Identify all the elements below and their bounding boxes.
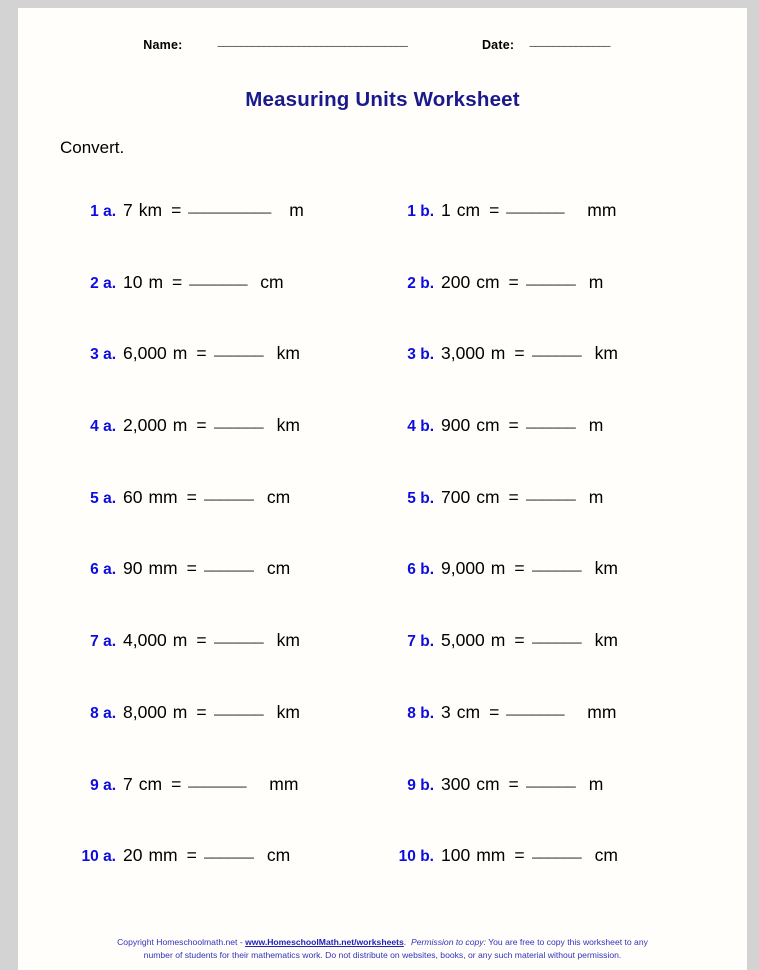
problem-number: 9 b. [407,776,434,794]
answer-blank[interactable]: ______ [213,338,264,359]
result-unit: km [594,343,618,364]
problem-expression [123,266,284,293]
footer-period: . [403,937,407,947]
equals-sign: = [514,558,525,579]
equals-sign: = [508,773,519,794]
homeschoolmath-link[interactable]: www.HomeschoolMath.net/worksheets [245,937,404,947]
problem-unit: mm [148,486,178,507]
problem-number: 6 a. [90,561,116,579]
problem-expression [123,768,298,795]
equals-sign: = [196,343,207,364]
problem-value: 6,000 [123,343,167,364]
problem-unit: mm [476,845,506,866]
problem-number: 3 a. [90,346,116,364]
permission-label: Permission to copy: [410,937,486,947]
problem-value: 300 [441,773,471,794]
problem-unit: cm [476,271,500,292]
problem-2b [396,266,603,295]
answer-blank[interactable]: ______ [203,840,254,861]
problem-row [18,194,747,266]
footer-permission-text: You are free to copy this worksheet to any [485,937,648,947]
equals-sign: = [508,486,519,507]
equals-sign: = [489,701,500,722]
problem-9b [396,768,603,797]
problem-row [18,839,747,911]
answer-blank[interactable]: ______ [531,338,582,359]
problem-expression [441,696,616,723]
problem-expression [123,839,290,866]
problem-value: 3 [441,701,451,722]
result-unit: cm [266,558,291,579]
problems-grid [18,194,747,911]
problem-value: 900 [441,415,471,436]
problem-expression [441,481,603,508]
equals-sign: = [196,630,207,651]
footer-line-2: number of students for their mathematics work. Do not distribute on websites, books, or any such material without permission. [143,950,622,960]
problem-expression [441,552,618,579]
problem-6a [78,552,290,581]
problem-6b [396,552,618,581]
name-label: Name: [143,38,183,52]
answer-blank[interactable]: ______ [203,481,254,502]
problem-expression [123,624,300,651]
problem-row [18,624,747,696]
problem-expression [441,768,603,795]
equals-sign: = [172,271,183,292]
result-unit: cm [594,845,618,866]
problem-value: 7 [123,200,133,220]
problem-number: 10 a. [81,848,116,866]
problem-row [18,409,747,481]
problem-unit: cm [138,773,163,794]
result-unit: km [594,630,618,651]
problem-number: 1 b. [407,203,434,220]
answer-blank[interactable]: ______ [531,840,582,861]
problem-unit: m [148,271,164,292]
problem-unit: m [490,630,506,651]
problem-unit: m [490,343,506,364]
equals-sign: = [186,845,197,866]
result-unit: mm [587,701,617,722]
problem-value: 60 [123,486,143,507]
answer-blank[interactable]: ______ [213,625,264,646]
problem-value: 200 [441,271,471,292]
problem-expression [441,839,618,866]
problem-expression [123,194,304,221]
problem-expression [123,552,290,579]
name-blank-line[interactable]: _________________________________ [217,34,408,48]
equals-sign: = [514,630,525,651]
result-unit: m [289,200,304,220]
problem-value: 5,000 [441,630,485,651]
problem-10a [78,839,290,868]
problem-unit: m [172,415,188,436]
problem-unit: mm [148,845,178,866]
problem-number: 8 b. [407,704,434,722]
problem-7b [396,624,618,653]
equals-sign: = [489,200,500,220]
problem-unit: m [172,630,188,651]
result-unit: m [588,415,604,436]
answer-blank[interactable]: _______ [189,266,248,287]
result-unit: m [588,486,604,507]
problem-unit: m [172,343,188,364]
result-unit: km [276,343,300,364]
problem-unit: m [490,558,506,579]
footer-copyright [18,936,747,962]
problem-number: 2 a. [90,274,116,292]
result-unit: km [594,558,618,579]
problem-expression [441,337,618,364]
instruction-text: Convert. [60,138,125,157]
problem-unit: cm [476,486,500,507]
problem-number: 7 b. [407,633,434,651]
answer-blank[interactable]: _______ [506,696,565,717]
equals-sign: = [186,558,197,579]
problem-8b [396,696,616,725]
problem-4a [78,409,300,438]
problem-number: 8 a. [90,704,116,722]
problem-value: 10 [123,271,143,292]
result-unit: cm [260,271,284,292]
problem-number: 4 a. [90,418,116,436]
problem-2a [78,266,284,295]
problem-value: 90 [123,558,143,579]
footer-line-1 [18,936,747,949]
problem-value: 3,000 [441,343,485,364]
date-label: Date: [481,38,515,52]
problem-9a [78,768,298,797]
answer-blank[interactable]: ______ [531,625,582,646]
problem-unit: mm [148,558,178,579]
problem-8a [78,696,300,725]
worksheet-page [18,8,747,970]
problem-value: 1 [441,200,451,220]
problem-expression [441,624,618,651]
problem-5b [396,481,603,510]
problem-value: 100 [441,845,471,866]
problem-unit: cm [476,415,500,436]
equals-sign: = [514,845,525,866]
equals-sign: = [171,773,182,794]
name-date-row [18,34,747,52]
problem-unit: cm [456,701,481,722]
equals-sign: = [508,415,519,436]
problem-value: 9,000 [441,558,485,579]
date-blank-line[interactable]: ______________ [529,34,610,48]
problem-number: 3 b. [407,346,434,364]
problem-5a [78,481,290,510]
problem-row [18,768,747,840]
problem-unit: cm [456,200,481,220]
problem-value: 2,000 [123,415,167,436]
problem-expression [123,696,300,723]
result-unit: mm [587,200,617,220]
problem-row [18,552,747,624]
problem-expression [441,194,616,221]
answer-blank[interactable]: _______ [506,195,565,215]
footer-copyright-text: Copyright Homeschoolmath.net - [117,937,246,947]
problem-1b [396,194,616,223]
answer-blank[interactable]: ______ [203,553,254,574]
problem-number: 10 b. [398,848,434,866]
problem-number: 5 a. [90,489,116,507]
problem-4b [396,409,603,438]
answer-blank[interactable]: ______ [525,768,576,789]
problem-row [18,481,747,553]
answer-blank[interactable]: ______ [213,696,264,717]
answer-blank[interactable]: ______ [525,266,576,287]
problem-value: 20 [123,845,143,866]
answer-blank[interactable]: _______ [188,768,247,789]
problem-expression [123,337,300,364]
problem-value: 7 [123,773,133,794]
equals-sign: = [514,343,525,364]
result-unit: km [276,701,300,722]
problem-value: 4,000 [123,630,167,651]
problem-number: 5 b. [407,489,434,507]
answer-blank[interactable]: ______ [213,410,264,431]
answer-blank[interactable]: ______ [531,553,582,574]
problem-number: 4 b. [407,418,434,436]
problem-unit: km [138,200,163,220]
problem-expression [441,409,603,436]
problem-value: 8,000 [123,701,167,722]
result-unit: m [588,271,604,292]
result-unit: cm [266,845,291,866]
problem-row [18,337,747,409]
equals-sign: = [196,701,207,722]
problem-1a [78,194,304,223]
result-unit: mm [269,773,299,794]
page-title: Measuring Units Worksheet [245,88,520,111]
problem-3b [396,337,618,366]
problem-3a [78,337,300,366]
problem-unit: cm [476,773,500,794]
problem-row [18,266,747,338]
answer-blank[interactable]: __________ [188,195,271,215]
problem-number: 1 a. [90,203,116,220]
equals-sign: = [186,486,197,507]
problem-value: 700 [441,486,471,507]
problem-number: 6 b. [407,561,434,579]
problem-10b [396,839,618,868]
equals-sign: = [508,271,519,292]
problem-unit: m [172,701,188,722]
problem-expression [123,409,300,436]
result-unit: km [276,415,300,436]
equals-sign: = [196,415,207,436]
result-unit: km [276,630,300,651]
problem-7a [78,624,300,653]
problem-number: 2 b. [407,274,434,292]
problem-row [18,696,747,768]
answer-blank[interactable]: ______ [525,410,576,431]
result-unit: cm [266,486,291,507]
problem-expression [123,481,290,508]
answer-blank[interactable]: ______ [525,481,576,502]
problem-number: 7 a. [90,633,116,651]
problem-number: 9 a. [90,776,116,794]
equals-sign: = [171,200,182,220]
result-unit: m [588,773,604,794]
problem-expression [441,266,603,293]
